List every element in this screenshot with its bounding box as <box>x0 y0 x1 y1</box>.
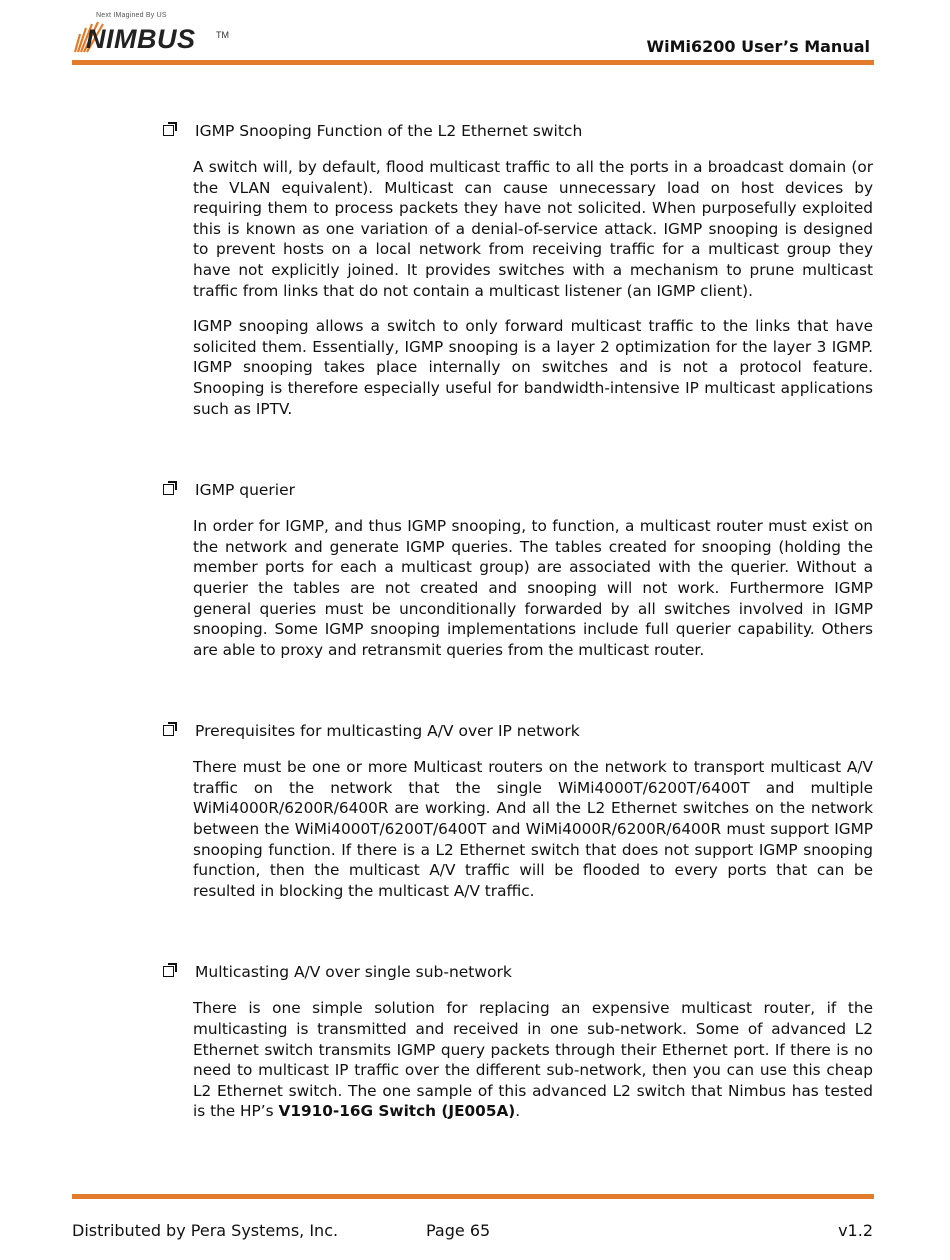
section-heading <box>161 480 873 501</box>
section-heading-text: IGMP querier <box>195 481 296 500</box>
page-content <box>161 121 873 1137</box>
section-heading-text: IGMP Snooping Function of the L2 Ethernet switch <box>195 122 583 140</box>
section-heading-text: Multicasting A/V over single sub-network <box>195 963 512 982</box>
section-heading <box>161 962 873 983</box>
paragraph-end: . <box>515 1102 521 1121</box>
paragraph: In order for IGMP, and thus IGMP snooping, to function, a multicast router must exist on the network and generate IGMP queries. The tables created for snooping (holding the member ports for each a multicast group) are associated with the querier. Without a querier the tables are not created and snooping will not work. Furthermore IGMP general queries must be unconditionally forwarded by all switches involved in IGMP snooping. Some IGMP snooping implementations include full querier capability. Others are able to proxy and retransmit queries from the multicast router. <box>193 517 873 659</box>
checkbox-bullet-icon <box>163 484 174 495</box>
section-igmp-querier <box>161 480 873 660</box>
footer-distributor: Distributed by Pera Systems, Inc. <box>72 1221 339 1240</box>
footer-rule <box>72 1194 874 1199</box>
checkbox-bullet-icon <box>163 966 174 977</box>
paragraph: IGMP snooping allows a switch to only forward multicast traffic to the links that have solicited them. Essentially, IGMP snooping is a layer 2 optimization for the layer 3 IGMP. IGMP snooping takes place internally on switches and is not a protocol feature. Snooping is therefore especially useful for bandwidth-intensive IP multicast applications such as IPTV. <box>193 317 873 418</box>
section-igmp-snooping <box>161 121 873 419</box>
header-rule <box>72 60 874 65</box>
section-single-subnetwork <box>161 962 873 1122</box>
section-heading <box>161 121 873 142</box>
version-label: v1.2 <box>838 1221 873 1240</box>
checkbox-bullet-icon <box>163 725 174 736</box>
section-heading-text: Prerequisites for multicasting A/V over IP network <box>195 722 580 741</box>
paragraph: There must be one or more Multicast routers on the network to transport multicast A/V traffic on the network that the single WiMi4000T/6200T/6400T and multiple WiMi4000R/6200R/6400R are working. And all the L2 Ethernet switches on the network between the WiMi4000T/6200T/6400T and WiMi4000R/6200R/6400R must support IGMP snooping function. If there is a L2 Ethernet switch that does not support IGMP snooping function, then the multicast A/V traffic will be flooded to every ports that can be resulted in blocking the multicast A/V traffic. <box>193 758 873 900</box>
paragraph <box>193 998 873 1122</box>
checkbox-bullet-icon <box>163 125 174 136</box>
nimbus-logo <box>72 12 272 56</box>
logo-wordmark: NIMBUS <box>86 24 196 54</box>
switch-model: V1910-16G Switch (JE005A) <box>278 1102 516 1121</box>
section-heading <box>161 721 873 742</box>
document-title: WiMi6200 User’s Manual <box>646 37 870 56</box>
section-prerequisites <box>161 721 873 901</box>
logo-tagline: Next IMagined By US <box>96 12 167 19</box>
paragraph-text: There is one simple solution for replacing an expensive multicast router, if the multicasting is transmitted and received in one sub-network. Some of advanced L2 Ethernet switch transmits IGMP query packets through their Ethernet port. If there is no need to multicast IP traffic over the different sub-network, then you can use this cheap L2 Ethernet switch. The one sample of this advanced L2 switch that Nimbus has tested is the HP’s <box>193 999 873 1121</box>
paragraph: A switch will, by default, flood multicast traffic to all the ports in a broadcast domain (or the VLAN equivalent). Multicast can cause unnecessary load on host devices by requiring them to process packets they have not solicited. When purposefully exploited this is known as one variation of a denial-of-service attack. IGMP snooping is designed to prevent hosts on a local network from receiving traffic for a multicast group they have not explicitly joined. It provides switches with a mechanism to prune multicast traffic from links that do not contain a multicast listener (an IGMP client). <box>193 158 873 300</box>
page-number: Page 65 <box>426 1221 491 1240</box>
logo-trademark: TM <box>216 30 229 40</box>
